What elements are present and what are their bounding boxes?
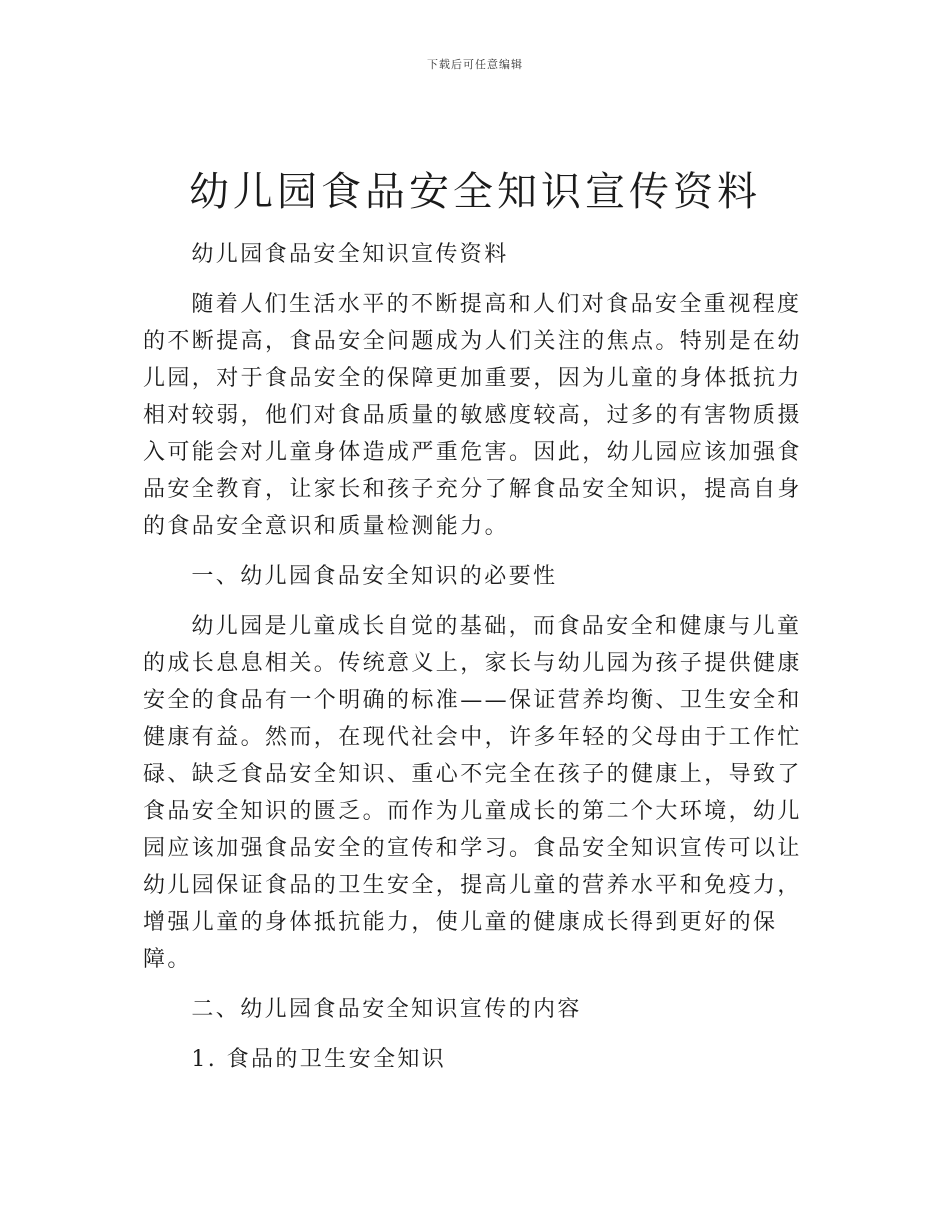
- section-1-paragraph: 幼儿园是儿童成长自觉的基础，而食品安全和健康与儿童的成长息息相关。传统意义上，家长与幼儿园为孩子提供健康安全的食品有一个明确的标准——保证营养均衡、卫生安全和健康有益。然而，在现代社会中，许多年轻的父母由于工作忙碌、缺乏食品安全知识、重心不完全在孩子的健康上，导致了食品安全知识的匮乏。而作为儿童成长的第二个大环境，幼儿园应该加强食品安全的宣传和学习。食品安全知识宣传可以让幼儿园保证食品的卫生安全，提高儿童的营养水平和免疫力，增强儿童的身体抵抗能力，使儿童的健康成长得到更好的保障。: [143, 614, 802, 972]
- section-2-item-1: 1. 食品的卫生安全知识: [191, 1047, 447, 1072]
- page-header-note: 下载后可任意编辑: [427, 58, 523, 71]
- document-body: [143, 236, 811, 1078]
- section-1-heading: 一、幼儿园食品安全知识的必要性: [191, 564, 558, 589]
- document-subtitle: 幼儿园食品安全知识宣传资料: [191, 242, 509, 267]
- section-2-heading: 二、幼儿园食品安全知识宣传的内容: [191, 997, 582, 1022]
- intro-paragraph: 随着人们生活水平的不断提高和人们对食品安全重视程度的不断提高，食品安全问题成为人们关注的焦点。特别是在幼儿园，对于食品安全的保障更加重要，因为儿童的身体抵抗力相对较弱，他们对食品质量的敏感度较高，过多的有害物质摄入可能会对儿童身体造成严重危害。因此，幼儿园应该加强食品安全教育，让家长和孩子充分了解食品安全知识，提高自身的食品安全意识和质量检测能力。: [143, 292, 802, 539]
- document-title: 幼儿园食品安全知识宣传资料: [189, 169, 761, 215]
